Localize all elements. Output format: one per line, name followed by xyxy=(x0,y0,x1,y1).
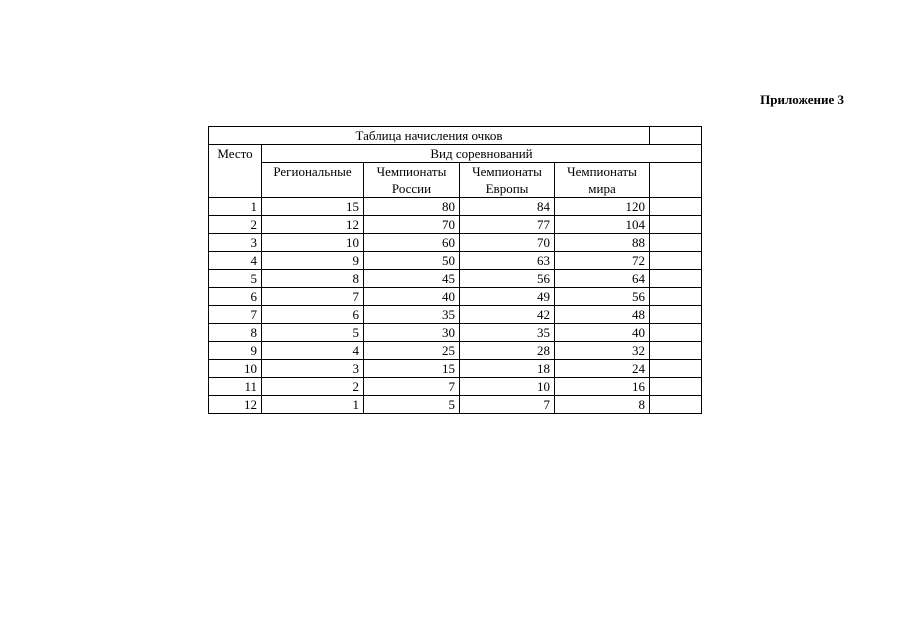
column-header-world: Чемпионаты мира xyxy=(555,163,650,198)
points-cell: 24 xyxy=(555,360,650,378)
points-cell: 77 xyxy=(460,216,555,234)
place-cell: 6 xyxy=(209,288,262,306)
table-row xyxy=(209,216,702,234)
place-cell: 7 xyxy=(209,306,262,324)
empty-cell xyxy=(650,342,702,360)
points-cell: 56 xyxy=(555,288,650,306)
empty-cell xyxy=(650,360,702,378)
points-cell: 70 xyxy=(364,216,460,234)
points-cell: 72 xyxy=(555,252,650,270)
group-header: Вид соревнований xyxy=(262,145,702,163)
group-header-row xyxy=(209,145,702,163)
points-cell: 64 xyxy=(555,270,650,288)
points-cell: 80 xyxy=(364,198,460,216)
points-cell: 30 xyxy=(364,324,460,342)
points-cell: 12 xyxy=(262,216,364,234)
place-cell: 5 xyxy=(209,270,262,288)
column-header-regional: Региональные xyxy=(262,163,364,198)
points-cell: 7 xyxy=(364,378,460,396)
empty-cell xyxy=(650,163,702,198)
place-cell: 11 xyxy=(209,378,262,396)
points-cell: 35 xyxy=(364,306,460,324)
points-cell: 8 xyxy=(262,270,364,288)
points-cell: 28 xyxy=(460,342,555,360)
table-row xyxy=(209,378,702,396)
empty-cell xyxy=(650,270,702,288)
points-cell: 10 xyxy=(460,378,555,396)
column-header-europe: Чемпионаты Европы xyxy=(460,163,555,198)
place-cell: 12 xyxy=(209,396,262,414)
empty-cell xyxy=(650,234,702,252)
table-row xyxy=(209,198,702,216)
points-cell: 56 xyxy=(460,270,555,288)
table-row xyxy=(209,234,702,252)
points-cell: 2 xyxy=(262,378,364,396)
points-cell: 120 xyxy=(555,198,650,216)
points-cell: 6 xyxy=(262,306,364,324)
points-cell: 45 xyxy=(364,270,460,288)
table-title-row xyxy=(209,127,702,145)
empty-cell xyxy=(650,396,702,414)
empty-cell xyxy=(650,324,702,342)
table-row xyxy=(209,360,702,378)
empty-cell xyxy=(650,378,702,396)
appendix-label: Приложение 3 xyxy=(760,92,844,107)
table-title: Таблица начисления очков xyxy=(209,127,650,145)
place-cell: 8 xyxy=(209,324,262,342)
points-cell: 7 xyxy=(262,288,364,306)
points-cell: 15 xyxy=(262,198,364,216)
points-cell: 3 xyxy=(262,360,364,378)
table-row xyxy=(209,396,702,414)
points-cell: 18 xyxy=(460,360,555,378)
points-cell: 35 xyxy=(460,324,555,342)
points-cell: 63 xyxy=(460,252,555,270)
place-cell: 9 xyxy=(209,342,262,360)
place-header: Место xyxy=(209,145,262,198)
points-cell: 32 xyxy=(555,342,650,360)
points-cell: 16 xyxy=(555,378,650,396)
points-cell: 88 xyxy=(555,234,650,252)
points-cell: 1 xyxy=(262,396,364,414)
empty-cell xyxy=(650,288,702,306)
empty-cell xyxy=(650,216,702,234)
points-cell: 104 xyxy=(555,216,650,234)
column-header-row xyxy=(209,163,702,198)
points-cell: 5 xyxy=(262,324,364,342)
points-cell: 42 xyxy=(460,306,555,324)
points-cell: 70 xyxy=(460,234,555,252)
table-row xyxy=(209,306,702,324)
table-row xyxy=(209,270,702,288)
points-cell: 10 xyxy=(262,234,364,252)
points-cell: 84 xyxy=(460,198,555,216)
column-header-russia: Чемпионаты России xyxy=(364,163,460,198)
place-cell: 1 xyxy=(209,198,262,216)
points-cell: 49 xyxy=(460,288,555,306)
points-cell: 48 xyxy=(555,306,650,324)
points-cell: 5 xyxy=(364,396,460,414)
points-cell: 40 xyxy=(555,324,650,342)
points-cell: 7 xyxy=(460,396,555,414)
empty-cell xyxy=(650,306,702,324)
empty-cell xyxy=(650,252,702,270)
points-cell: 40 xyxy=(364,288,460,306)
points-cell: 50 xyxy=(364,252,460,270)
place-cell: 4 xyxy=(209,252,262,270)
table-row xyxy=(209,342,702,360)
empty-cell xyxy=(650,198,702,216)
table-row xyxy=(209,252,702,270)
table-row xyxy=(209,288,702,306)
empty-cell xyxy=(650,127,702,145)
points-cell: 4 xyxy=(262,342,364,360)
place-cell: 3 xyxy=(209,234,262,252)
points-cell: 8 xyxy=(555,396,650,414)
points-cell: 60 xyxy=(364,234,460,252)
table-row xyxy=(209,324,702,342)
place-cell: 2 xyxy=(209,216,262,234)
points-cell: 9 xyxy=(262,252,364,270)
points-table xyxy=(208,126,702,414)
place-cell: 10 xyxy=(209,360,262,378)
points-cell: 25 xyxy=(364,342,460,360)
points-cell: 15 xyxy=(364,360,460,378)
